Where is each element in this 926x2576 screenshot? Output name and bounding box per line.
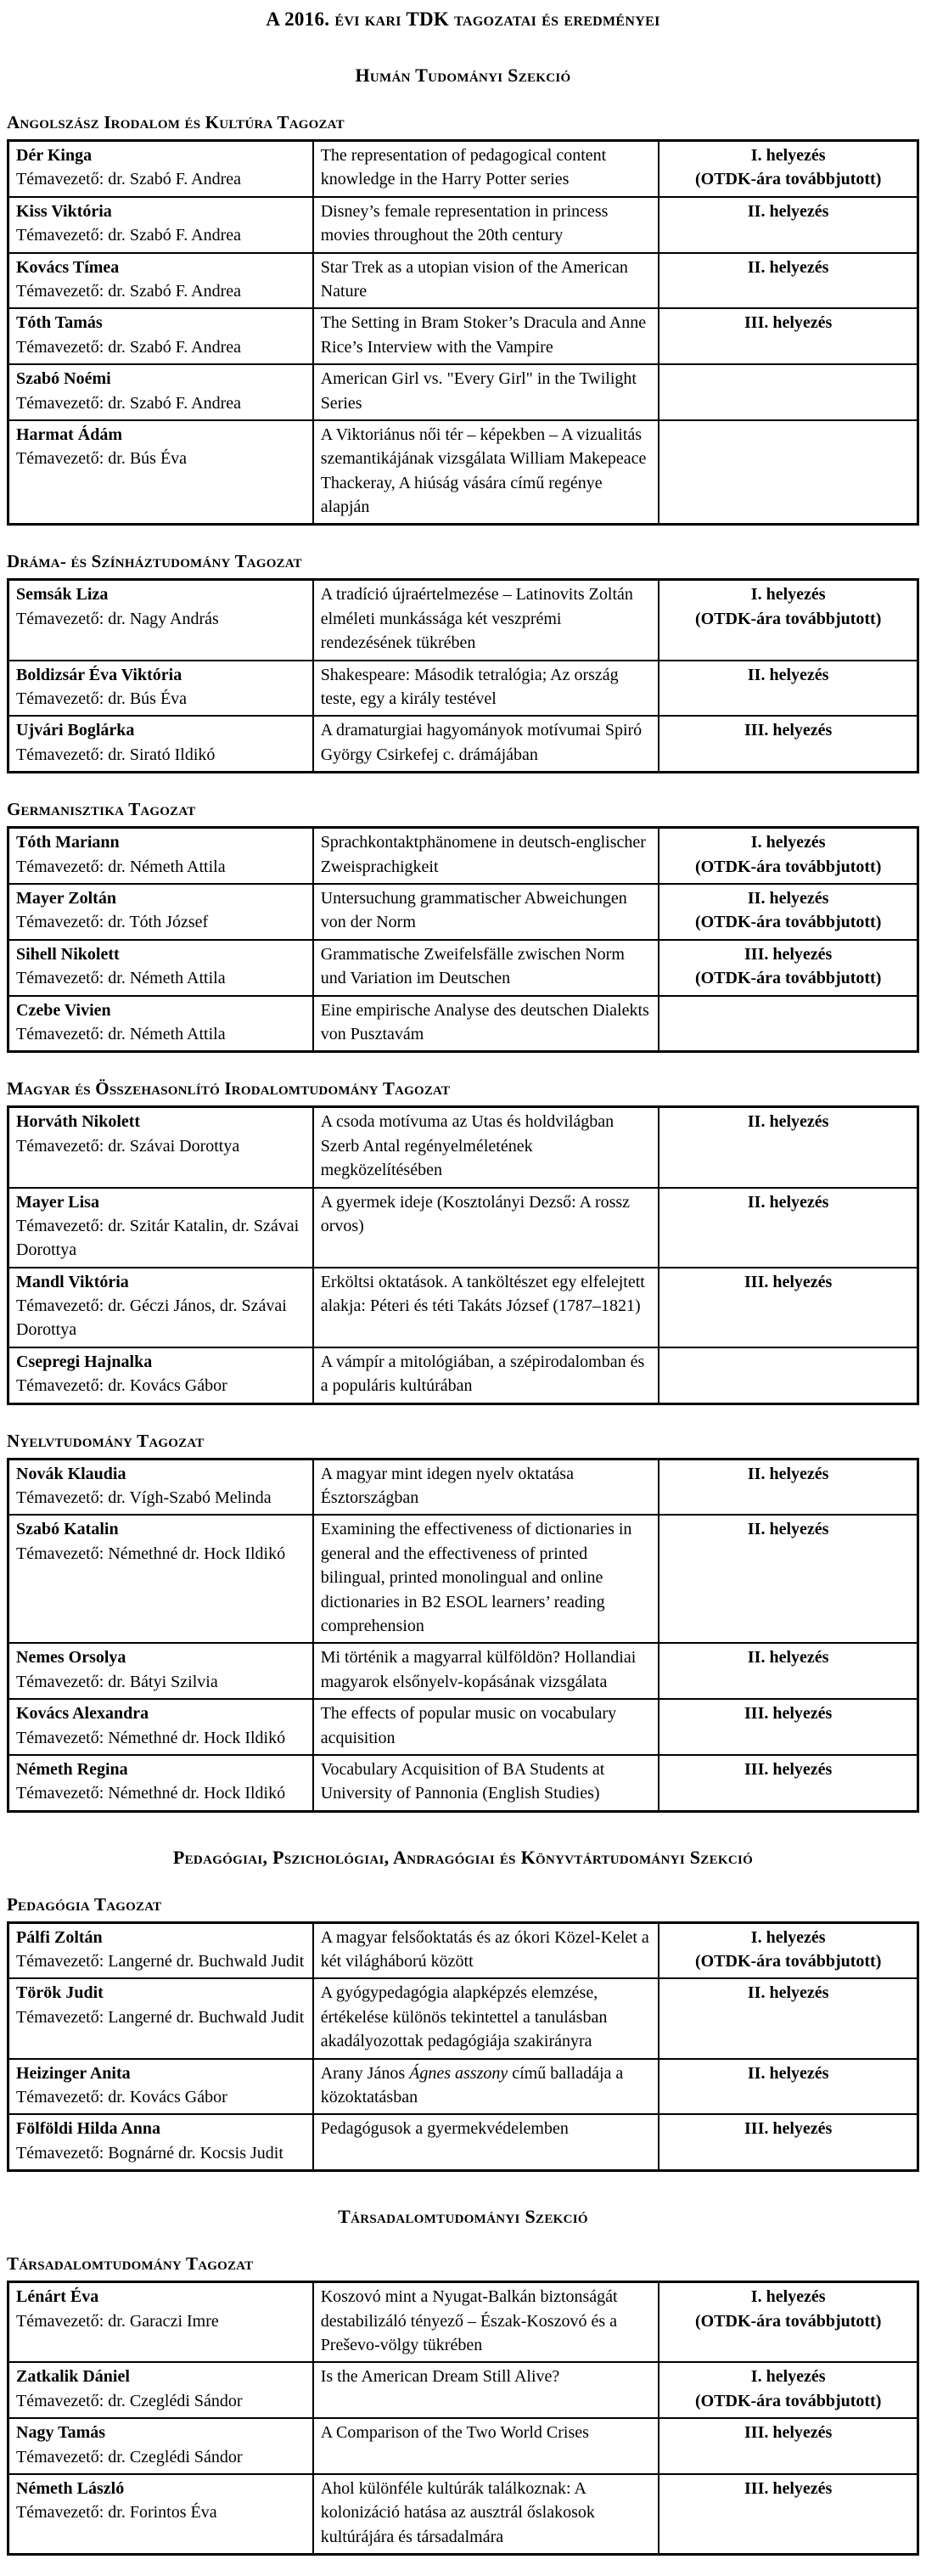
result: I. helyezés <box>750 2367 826 2387</box>
result: III. helyezés <box>744 1704 833 1724</box>
student-name: Harmat Ádám <box>16 425 122 444</box>
name-cell <box>8 364 313 420</box>
table-row <box>8 828 918 884</box>
supervisor: Témavezető: dr. Németh Attila <box>16 1024 226 1043</box>
student-name: Németh László <box>16 2478 125 2498</box>
result: II. helyezés <box>747 888 829 908</box>
table-row <box>8 940 918 996</box>
thesis-title-part: című balladája a közoktatásban <box>320 2063 624 2107</box>
table-row <box>8 364 918 420</box>
name-cell <box>8 2418 313 2474</box>
supervisor: Témavezető: dr. Forintos Éva <box>16 2503 217 2523</box>
thesis-title: Vocabulary Acquisition of BA Students at University of Pannonia (English Studies) <box>313 1755 659 1811</box>
result: II. helyezés <box>747 1520 829 1539</box>
name-cell <box>8 661 313 717</box>
result-cell <box>659 1347 918 1403</box>
name-cell <box>8 1922 313 1978</box>
thesis-title: Is the American Dream Still Alive? <box>313 2362 659 2418</box>
table-row <box>8 1268 918 1347</box>
result: II. helyezés <box>747 1983 829 2003</box>
result-cell <box>659 2114 918 2170</box>
thesis-title: A magyar felsőoktatás és az ókori Közel-Kelet a két világháború között <box>313 1922 659 1978</box>
supervisor: Témavezető: dr. Németh Attila <box>16 969 226 988</box>
tagozat-heading: Magyar és Összehasonlító Irodalomtudomány Tagozat <box>7 1078 451 1100</box>
thesis-title: A magyar mint idegen nyelv oktatása Észtországban <box>313 1459 659 1515</box>
result-cell <box>659 661 918 717</box>
student-name: Horváth Nikolett <box>16 1112 141 1132</box>
results-table <box>7 1105 919 1404</box>
supervisor: Témavezető: dr. Garaczi Imre <box>16 2311 219 2331</box>
supervisor: Témavezető: dr. Bátyi Szilvia <box>16 1672 218 1691</box>
result-cell <box>659 141 918 197</box>
table-row <box>8 580 918 661</box>
supervisor: Témavezető: dr. Czeglédi Sándor <box>16 2391 243 2410</box>
result-cell <box>659 2362 918 2418</box>
supervisor: Témavezető: dr. Szabó F. Andrea <box>16 226 241 245</box>
result-cell <box>659 716 918 772</box>
result-note: (OTDK-ára továbbjutott) <box>694 969 882 988</box>
table-row <box>8 1699 918 1755</box>
result-cell <box>659 420 918 525</box>
result: III. helyezés <box>744 2423 833 2443</box>
student-name: Kovács Alexandra <box>16 1704 149 1724</box>
result: II. helyezés <box>747 2063 829 2083</box>
name-cell <box>8 1347 313 1403</box>
supervisor: Témavezető: dr. Kovács Gábor <box>16 1376 227 1396</box>
thesis-title-part: Arany János <box>320 2063 410 2083</box>
tagozat-heading: Nyelvtudomány Tagozat <box>7 1430 205 1451</box>
student-name: Németh Regina <box>16 1759 128 1779</box>
result: I. helyezés <box>750 585 826 605</box>
supervisor: Témavezető: dr. Szabó F. Andrea <box>16 170 241 189</box>
results-table <box>7 578 919 773</box>
thesis-title: Star Trek as a utopian vision of the American Nature <box>313 253 659 309</box>
name-cell <box>8 1107 313 1188</box>
table-row <box>8 1978 918 2058</box>
tagozat-magyar-irodalom <box>7 1078 919 1404</box>
result: III. helyezés <box>744 2119 833 2139</box>
student-name: Szabó Katalin <box>16 1520 119 1539</box>
result-cell <box>659 2059 918 2115</box>
name-cell <box>8 1699 313 1755</box>
student-name: Heizinger Anita <box>16 2063 131 2083</box>
table-row <box>8 1347 918 1403</box>
table-row <box>8 1643 918 1699</box>
supervisor: Témavezető: dr. Czeglédi Sándor <box>16 2447 243 2466</box>
student-name: Nemes Orsolya <box>16 1648 126 1668</box>
tagozat-heading: Társadalomtudomány Tagozat <box>7 2253 254 2275</box>
result-cell <box>659 253 918 309</box>
thesis-title: A vámpír a mitológiában, a szépirodalomban és a populáris kultúrában <box>313 1347 659 1403</box>
thesis-title-italic: Ágnes asszony <box>409 2063 508 2083</box>
student-name: Semsák Liza <box>16 585 109 605</box>
result: II. helyezés <box>747 1648 829 1668</box>
supervisor: Témavezető: dr. Szávai Dorottya <box>16 1136 240 1156</box>
supervisor: Témavezető: Némethné dr. Hock Ildikó <box>16 1784 286 1803</box>
student-name: Szabó Noémi <box>16 369 111 389</box>
result-cell <box>659 828 918 884</box>
name-cell <box>8 308 313 364</box>
result-note: (OTDK-ára továbbjutott) <box>694 913 882 932</box>
result-cell <box>659 1515 918 1643</box>
szekcio-heading-pedagogiai: Pedagógiai, Pszichológiai, Andragógiai és Könyvtártudományi Szekció <box>172 1846 754 1868</box>
result-note: (OTDK-ára továbbjutott) <box>694 1952 882 1971</box>
thesis-title: Sprachkontaktphänomene in deutsch-englischer Zweisprachigkeit <box>313 828 659 884</box>
table-row <box>8 2362 918 2418</box>
result-cell <box>659 308 918 364</box>
thesis-title: The effects of popular music on vocabulary acquisition <box>313 1699 659 1755</box>
table-row <box>8 1755 918 1811</box>
student-name: Tóth Tamás <box>16 313 103 333</box>
page-title: A 2016. évi kari TDK tagozatai és eredményei <box>266 8 660 30</box>
tagozat-pedagogia <box>7 1894 919 2173</box>
thesis-title: The representation of pedagogical content knowledge in the Harry Potter series <box>313 141 659 197</box>
table-row <box>8 2474 918 2555</box>
thesis-title: Ahol különféle kultúrák találkoznak: A kolonizáció hatása az ausztrál őslakosok kultúrájára és társadalmára <box>313 2474 659 2555</box>
result-cell <box>659 1699 918 1755</box>
supervisor: Témavezető: dr. Géczi János, dr. Szávai Dorottya <box>16 1296 287 1340</box>
result-cell <box>659 1922 918 1978</box>
thesis-title: Pedagógusok a gyermekvédelemben <box>313 2114 659 2170</box>
student-name: Csepregi Hajnalka <box>16 1352 153 1371</box>
supervisor: Témavezető: dr. Kovács Gábor <box>16 2088 227 2107</box>
thesis-title: A gyógypedagógia alapképzés elemzése, értékelése különös tekintettel a tanulásban akadályozottak pedagógiája szakirányra <box>313 1978 659 2058</box>
name-cell <box>8 1188 313 1268</box>
table-row <box>8 197 918 253</box>
tagozat-drama-szinhaz <box>7 551 919 773</box>
thesis-title <box>313 2059 659 2115</box>
thesis-title: Mi történik a magyarral külföldön? Hollandiai magyarok elsőnyelv-kopásának vizsgálata <box>313 1643 659 1699</box>
thesis-title: A dramaturgiai hagyományok motívumai Spiró György Csirkefej c. drámájában <box>313 716 659 772</box>
supervisor: Témavezető: dr. Vígh-Szabó Melinda <box>16 1488 272 1508</box>
result: II. helyezés <box>747 257 829 277</box>
supervisor: Témavezető: dr. Szabó F. Andrea <box>16 337 241 357</box>
result-cell <box>659 996 918 1052</box>
student-name: Ujvári Boglárka <box>16 721 135 740</box>
supervisor: Témavezető: Némethné dr. Hock Ildikó <box>16 1728 286 1747</box>
student-name: Mandl Viktória <box>16 1272 129 1291</box>
table-row <box>8 884 918 940</box>
result-cell <box>659 580 918 661</box>
result-cell <box>659 1268 918 1347</box>
result: II. helyezés <box>747 1192 829 1212</box>
student-name: Mayer Lisa <box>16 1192 99 1212</box>
thesis-title: Untersuchung grammatischer Abweichungen von der Norm <box>313 884 659 940</box>
name-cell <box>8 1268 313 1347</box>
result: II. helyezés <box>747 1112 829 1132</box>
table-row <box>8 2282 918 2363</box>
table-row <box>8 2114 918 2170</box>
name-cell <box>8 2474 313 2555</box>
szekcio-heading-tarsadalomtudomanyi: Társadalomtudományi Szekció <box>338 2206 588 2228</box>
result-cell <box>659 1459 918 1515</box>
name-cell <box>8 1459 313 1515</box>
result-cell <box>659 2282 918 2363</box>
supervisor: Témavezető: dr. Szabó F. Andrea <box>16 281 241 301</box>
thesis-title: A csoda motívuma az Utas és holdvilágban Szerb Antal regényelméletének megközelítésében <box>313 1107 659 1188</box>
student-name: Sihell Nikolett <box>16 944 120 964</box>
result-cell <box>659 1107 918 1188</box>
name-cell <box>8 2282 313 2363</box>
tagozat-heading: Pedagógia Tagozat <box>7 1893 162 1915</box>
thesis-title: A Comparison of the Two World Crises <box>313 2418 659 2474</box>
tagozat-germanisztika <box>7 799 919 1053</box>
student-name: Kovács Tímea <box>16 257 120 277</box>
thesis-title: Grammatische Zweifelsfälle zwischen Norm und Variation im Deutschen <box>313 940 659 996</box>
supervisor: Témavezető: dr. Sirató Ildikó <box>16 745 216 764</box>
result-cell <box>659 940 918 996</box>
student-name: Novák Klaudia <box>16 1464 126 1483</box>
table-row <box>8 1515 918 1643</box>
result: I. helyezés <box>750 146 826 165</box>
result-cell <box>659 884 918 940</box>
thesis-title: A tradíció újraértelmezése – Latinovits Zoltán elméleti munkássága két veszprémi rendezésének tükrében <box>313 580 659 661</box>
student-name: Pálfi Zoltán <box>16 1927 103 1947</box>
name-cell <box>8 141 313 197</box>
results-table <box>7 1921 919 2173</box>
result: III. helyezés <box>744 721 833 740</box>
result-cell <box>659 1978 918 2058</box>
result-note: (OTDK-ára továbbjutott) <box>694 857 882 876</box>
results-table <box>7 139 919 526</box>
table-row <box>8 716 918 772</box>
result-cell <box>659 1643 918 1699</box>
supervisor: Témavezető: Némethné dr. Hock Ildikó <box>16 1544 286 1563</box>
student-name: Zatkalik Dániel <box>16 2367 130 2387</box>
student-name: Dér Kinga <box>16 146 93 165</box>
result-cell <box>659 1755 918 1811</box>
supervisor: Témavezető: dr. Szitár Katalin, dr. Szávai Dorottya <box>16 1216 300 1260</box>
results-table <box>7 2281 919 2556</box>
table-row <box>8 420 918 525</box>
result-note: (OTDK-ára továbbjutott) <box>694 170 882 189</box>
name-cell <box>8 1643 313 1699</box>
name-cell <box>8 420 313 525</box>
table-row <box>8 1922 918 1978</box>
thesis-title: Disney’s female representation in princess movies throughout the 20th century <box>313 197 659 253</box>
result-cell <box>659 2474 918 2555</box>
table-row <box>8 1188 918 1268</box>
supervisor: Témavezető: dr. Nagy András <box>16 609 219 628</box>
result: III. helyezés <box>744 313 833 333</box>
result: III. helyezés <box>744 944 833 964</box>
tagozat-heading: Dráma- és Színháztudomány Tagozat <box>7 551 302 572</box>
thesis-title: Shakespeare: Második tetralógia; Az ország teste, egy a király testével <box>313 661 659 717</box>
name-cell <box>8 253 313 309</box>
name-cell <box>8 828 313 884</box>
supervisor: Témavezető: dr. Németh Attila <box>16 857 226 876</box>
thesis-title: A Viktoriánus női tér – képekben – A vizualitás szemantikájának vizsgálata William Makepeace Thackeray, A hiúság vására című regénye alapján <box>313 420 659 525</box>
result: II. helyezés <box>747 1464 829 1483</box>
table-row <box>8 1107 918 1188</box>
student-name: Lénárt Éva <box>16 2287 99 2307</box>
student-name: Mayer Zoltán <box>16 888 116 908</box>
result: II. helyezés <box>747 665 829 684</box>
name-cell <box>8 1515 313 1643</box>
supervisor: Témavezető: Langerné dr. Buchwald Judit <box>16 1952 305 1971</box>
results-table <box>7 1458 919 1813</box>
result: III. helyezés <box>744 2478 833 2498</box>
result-note: (OTDK-ára továbbjutott) <box>694 2391 882 2410</box>
tagozat-tarsadalomtudomany <box>7 2253 919 2556</box>
result-note: (OTDK-ára továbbjutott) <box>694 609 882 628</box>
student-name: Török Judit <box>16 1983 104 2003</box>
table-row <box>8 141 918 197</box>
result: I. helyezés <box>750 833 826 852</box>
student-name: Kiss Viktória <box>16 201 112 221</box>
thesis-title: The Setting in Bram Stoker’s Dracula and Anne Rice’s Interview with the Vampire <box>313 308 659 364</box>
thesis-title: Erköltsi oktatások. A tanköltészet egy elfelejtett alakja: Péteri és téti Takáts József (1787–1821) <box>313 1268 659 1347</box>
supervisor: Témavezető: dr. Bús Éva <box>16 449 188 469</box>
name-cell <box>8 1755 313 1811</box>
name-cell <box>8 716 313 772</box>
student-name: Czebe Vivien <box>16 1000 111 1020</box>
name-cell <box>8 580 313 661</box>
thesis-title: Koszovó mint a Nyugat-Balkán biztonságát destabilizáló tényező – Észak-Koszovó és a Preševo-völgy tükrében <box>313 2282 659 2363</box>
tagozat-heading: Germanisztika Tagozat <box>7 799 196 820</box>
name-cell <box>8 2362 313 2418</box>
thesis-title: Examining the effectiveness of dictionaries in general and the effectiveness of printed bilingual, printed monolingual and online dictionaries in B2 ESOL learners’ reading comprehension <box>313 1515 659 1643</box>
supervisor: Témavezető: Bognárné dr. Kocsis Judit <box>16 2143 283 2163</box>
result: III. helyezés <box>744 1759 833 1779</box>
result-cell <box>659 197 918 253</box>
student-name: Tóth Mariann <box>16 833 120 852</box>
result-cell <box>659 2418 918 2474</box>
results-table <box>7 826 919 1053</box>
name-cell <box>8 2059 313 2115</box>
result: I. helyezés <box>750 1927 826 1947</box>
table-row <box>8 661 918 717</box>
name-cell <box>8 1978 313 2058</box>
name-cell <box>8 884 313 940</box>
thesis-title: Eine empirische Analyse des deutschen Dialekts von Pusztavám <box>313 996 659 1052</box>
supervisor: Témavezető: dr. Bús Éva <box>16 689 188 709</box>
thesis-title: A gyermek ideje (Kosztolányi Dezső: A rossz orvos) <box>313 1188 659 1268</box>
table-row <box>8 2418 918 2474</box>
tagozat-nyelvtudomany <box>7 1431 919 1813</box>
table-row <box>8 996 918 1052</box>
table-row <box>8 2059 918 2115</box>
student-name: Boldizsár Éva Viktória <box>16 665 182 684</box>
tagozat-angolszasz <box>7 112 919 526</box>
name-cell <box>8 2114 313 2170</box>
result: II. helyezés <box>747 201 829 221</box>
szekcio-heading-human: Humán Tudományi Szekció <box>355 65 571 86</box>
table-row <box>8 1459 918 1515</box>
table-row <box>8 253 918 309</box>
name-cell <box>8 197 313 253</box>
name-cell <box>8 940 313 996</box>
result-note: (OTDK-ára továbbjutott) <box>694 2311 882 2331</box>
supervisor: Témavezető: dr. Szabó F. Andrea <box>16 393 241 413</box>
name-cell <box>8 996 313 1052</box>
student-name: Fölföldi Hilda Anna <box>16 2119 161 2139</box>
supervisor: Témavezető: Langerné dr. Buchwald Judit <box>16 2007 305 2027</box>
result-cell <box>659 364 918 420</box>
thesis-title: American Girl vs. "Every Girl" in the Twilight Series <box>313 364 659 420</box>
result: III. helyezés <box>744 1272 833 1291</box>
tagozat-heading: Angolszász Irodalom és Kultúra Tagozat <box>7 112 345 132</box>
student-name: Nagy Tamás <box>16 2423 106 2443</box>
result: I. helyezés <box>750 2287 826 2307</box>
result-cell <box>659 1188 918 1268</box>
supervisor: Témavezető: dr. Tóth József <box>16 913 209 932</box>
table-row <box>8 308 918 364</box>
